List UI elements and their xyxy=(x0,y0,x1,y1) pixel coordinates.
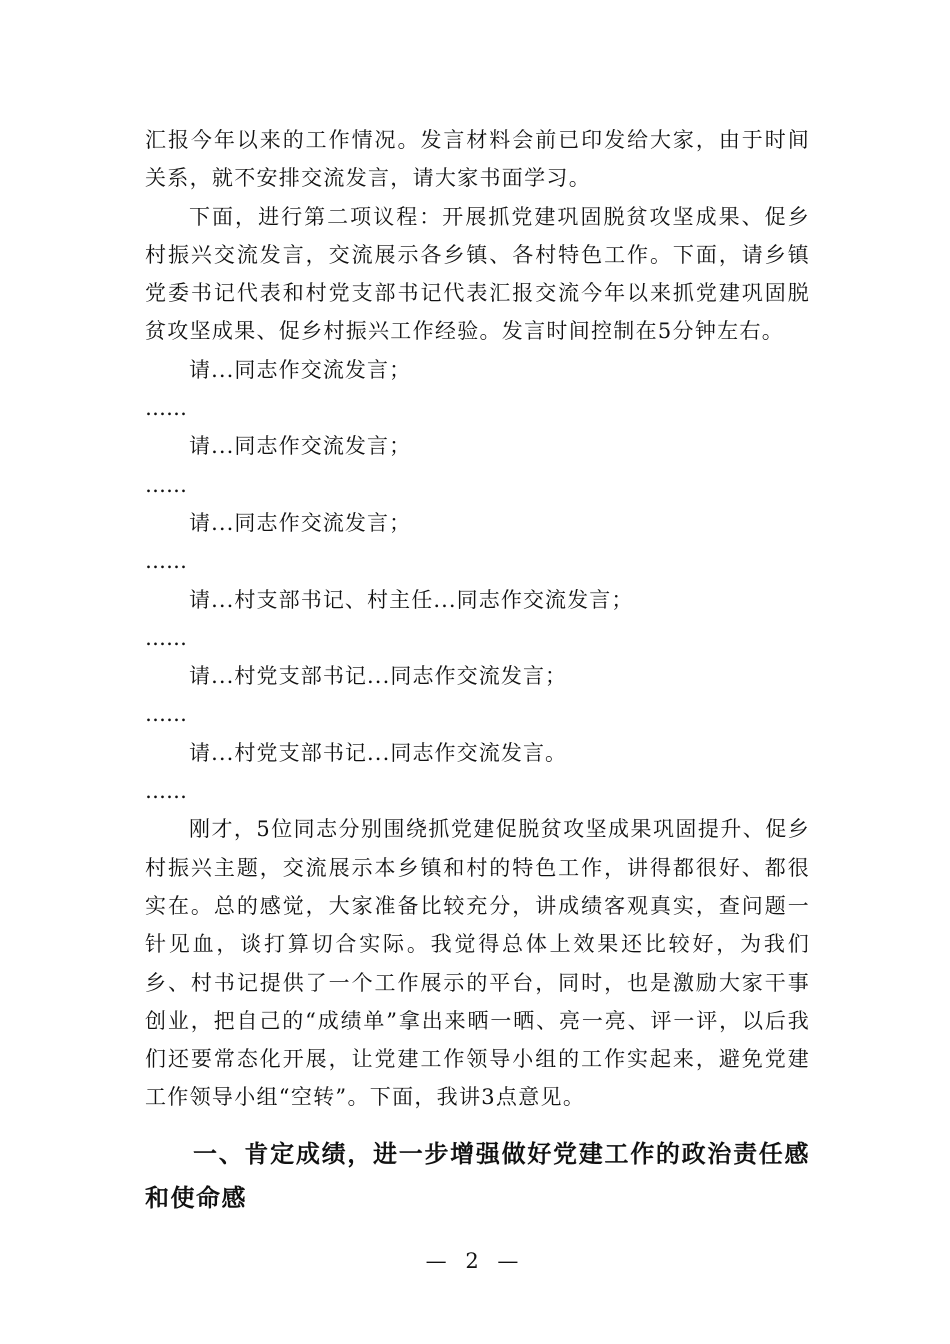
section-heading: 一、肯定成绩，进一步增强做好党建工作的政治责任感和使命感 xyxy=(145,1139,810,1212)
paragraph-summary: 刚才，5位同志分别围绕抓党建促脱贫攻坚成果巩固提升、促乡村振兴主题，交流展示本乡镇和村的特色工作，讲得都很好、都很实在。总的感觉，大家准备比较充分，讲成绩客观真实，查问题一针见血，谈打算切合实际。我觉得总体上效果还比较好，为我们乡、村书记提供了一个工作展示的平台，同时，也是激励大家干事创业，把自己的“成绩单”拿出来晒一晒、亮一亮、评一评，以后我们还要常态化开展，让党建工作领导小组的工作实起来，避免党建工作领导小组“空转”。下面，我讲3点意见。 xyxy=(145,817,810,1110)
speaker-list-ellipsis: …… xyxy=(145,702,187,727)
speaker-list-ellipsis: …… xyxy=(145,779,187,804)
paragraph-continuation: 汇报今年以来的工作情况。发言材料会前已印发给大家，由于时间关系，就不安排交流发言，请大家书面学习。 xyxy=(145,128,810,191)
speaker-list-item: 请...同志作交流发言； xyxy=(189,510,412,535)
page-body xyxy=(145,121,810,1220)
speaker-list-item: 请...村党支部书记...同志作交流发言。 xyxy=(189,740,568,765)
speaker-list-ellipsis: …… xyxy=(145,396,187,421)
speaker-list xyxy=(145,351,810,811)
speaker-list-ellipsis: …… xyxy=(145,472,187,497)
speaker-list-ellipsis: …… xyxy=(145,625,187,650)
page-number: — 2 — xyxy=(425,1249,525,1273)
speaker-list-item: 请...村支部书记、村主任...同志作交流发言； xyxy=(189,587,634,612)
speaker-list-item: 请...村党支部书记...同志作交流发言； xyxy=(189,664,568,689)
speaker-list-item: 请...同志作交流发言； xyxy=(189,357,412,382)
speaker-list-ellipsis: …… xyxy=(145,549,187,574)
speaker-list-item: 请...同志作交流发言； xyxy=(189,434,412,459)
paragraph-agenda-item-two: 下面，进行第二项议程：开展抓党建巩固脱贫攻坚成果、促乡村振兴交流发言，交流展示各乡镇、各村特色工作。下面，请乡镇党委书记代表和村党支部书记代表汇报交流今年以来抓党建巩固脱贫攻坚成果、促乡村振兴工作经验。发言时间控制在5分钟左右。 xyxy=(145,204,810,344)
